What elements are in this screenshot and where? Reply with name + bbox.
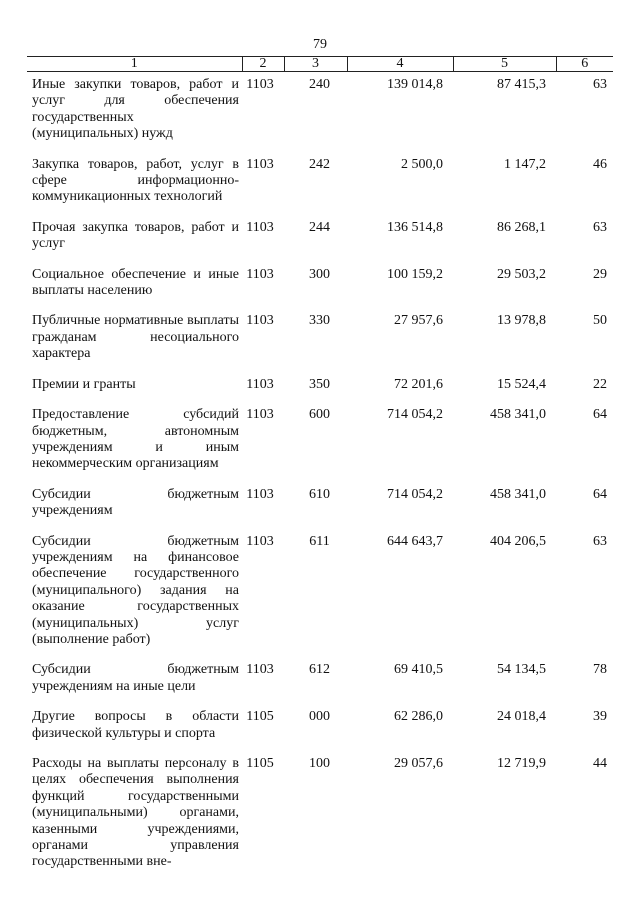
row-name: Публичные нормативные выплаты гражданам несоциального характера [32,313,239,362]
row-type: 611 [309,533,330,549]
table-row [27,662,613,709]
row-actual: 12 719,9 [497,756,546,771]
row-name: Другие вопросы в области физической культуры и спорта [32,709,239,741]
row-name: Премии и гранты [32,376,136,392]
row-plan: 62 286,0 [394,709,443,725]
row-actual: 54 134,5 [497,662,546,678]
row-type: 242 [309,156,330,172]
table-row [27,487,613,534]
column-header-type: 3 [284,57,347,72]
row-section: 1105 [246,756,274,771]
row-percent: 46 [593,156,607,172]
row-plan: 29 057,6 [394,756,443,771]
row-percent: 29 [593,266,607,282]
row-section: 1103 [246,486,274,502]
table-row [27,313,613,376]
row-name: Субсидии бюджетным учреждениям на иные цели [32,662,239,694]
row-type: 300 [309,266,330,282]
row-percent: 64 [593,486,607,502]
row-percent: 63 [593,533,607,549]
row-type: 350 [309,376,330,392]
row-actual: 458 341,0 [490,407,546,423]
row-section: 1103 [246,156,274,172]
column-header-plan: 4 [347,57,453,72]
row-plan: 2 500,0 [401,156,443,172]
row-name: Предоставление субсидий бюджетным, автономным учреждениям и иным некоммерческим организациям [32,407,239,472]
row-actual: 87 415,3 [497,77,546,92]
row-type: 330 [309,313,330,329]
row-name: Прочая закупка товаров, работ и услуг [32,219,239,252]
row-name: Иные закупки товаров, работ и услуг для обеспечения государственных (муниципальных) нужд [32,77,239,142]
budget-table [27,56,613,885]
row-section: 1103 [246,219,274,235]
row-section: 1103 [246,662,274,678]
row-actual: 86 268,1 [497,219,546,235]
row-plan: 714 054,2 [387,486,443,502]
row-section: 1103 [246,313,274,329]
table-row [27,267,613,314]
row-percent: 64 [593,407,607,423]
row-name: Социальное обеспечение и иные выплаты населению [32,266,239,299]
row-name: Закупка товаров, работ, услуг в сфере информационно-коммуникационных технологий [32,156,239,205]
row-type: 610 [309,486,330,502]
column-header-section: 2 [242,57,284,72]
column-header-actual: 5 [453,57,556,72]
row-plan: 27 957,6 [394,313,443,329]
page-number: 79 [313,37,327,52]
row-percent: 50 [593,313,607,329]
row-name: Субсидии бюджетным учреждениям на финансовое обеспечение государственного (муниципального) задания на оказание государственных (муниципальных) услуг (выполнение работ) [32,533,239,647]
row-plan: 644 643,7 [387,533,443,549]
row-actual: 24 018,4 [497,709,546,725]
row-actual: 29 503,2 [497,266,546,282]
row-percent: 63 [593,77,607,92]
row-plan: 72 201,6 [394,376,443,392]
row-section: 1103 [246,407,274,423]
row-type: 600 [309,407,330,423]
row-percent: 44 [593,756,607,771]
row-type: 612 [309,662,330,678]
row-percent: 39 [593,709,607,725]
row-actual: 458 341,0 [490,486,546,502]
row-plan: 714 054,2 [387,407,443,423]
row-actual: 404 206,5 [490,533,546,549]
table-row [27,220,613,267]
table-row [27,157,613,220]
row-type: 244 [309,219,330,235]
row-plan: 139 014,8 [387,77,443,92]
row-section: 1103 [246,376,274,392]
table-header [27,57,613,72]
row-plan: 136 514,8 [387,219,443,235]
row-section: 1105 [246,709,274,725]
row-actual: 15 524,4 [497,376,546,392]
row-name: Субсидии бюджетным учреждениям [32,486,239,519]
row-section: 1103 [246,266,274,282]
table-row [27,377,613,407]
table-row [27,407,613,487]
row-percent: 78 [593,662,607,678]
table-row [27,72,613,157]
table-row [27,709,613,756]
row-type: 100 [309,756,330,771]
header-row [27,57,613,72]
row-name: Расходы на выплаты персоналу в целях обеспечения выполнения функций государственными (муниципальными) органами, казенными учреждениями, органами управления государственными вне- [32,756,239,870]
row-plan: 69 410,5 [394,662,443,678]
row-percent: 63 [593,219,607,235]
row-section: 1103 [246,533,274,549]
table-row [27,756,613,885]
row-type: 240 [309,77,330,92]
table-row [27,534,613,663]
row-percent: 22 [593,376,607,392]
row-actual: 1 147,2 [504,156,546,172]
row-section: 1103 [246,77,274,92]
column-header-percent: 6 [556,57,613,72]
table-body [27,72,613,885]
row-plan: 100 159,2 [387,266,443,282]
row-actual: 13 978,8 [497,313,546,329]
column-header-name: 1 [27,57,242,72]
row-type: 000 [309,709,330,725]
